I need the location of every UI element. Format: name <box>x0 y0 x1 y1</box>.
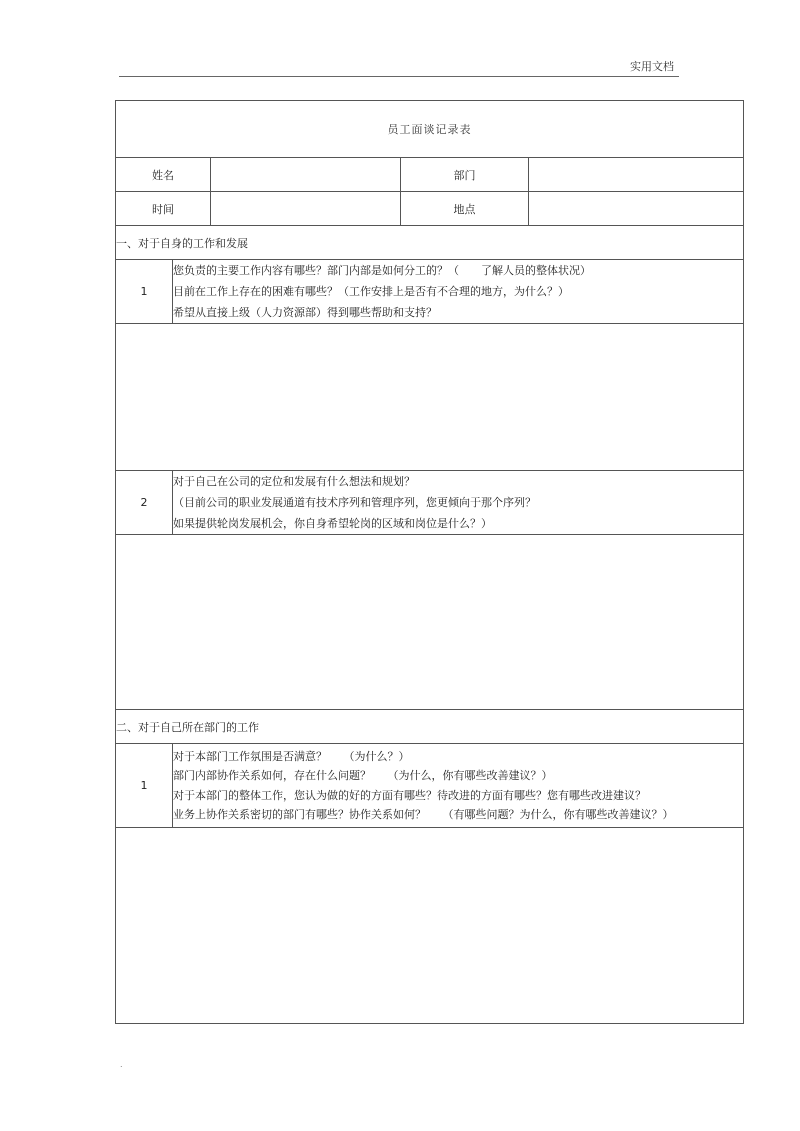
question-line: 对于本部门工作氛围是否满意？ （为什么？） <box>173 749 410 763</box>
question-line: 目前在工作上存在的困难有哪些？（工作安排上是否有不合理的地方，为什么？） <box>173 285 569 298</box>
department-field[interactable] <box>529 158 744 192</box>
time-field[interactable] <box>211 192 401 226</box>
answer-area[interactable] <box>116 828 744 1024</box>
location-field[interactable] <box>529 192 744 226</box>
document-header-label: 实用文档 <box>630 60 674 73</box>
form-title: 员工面谈记录表 <box>116 101 744 158</box>
answer-area[interactable] <box>116 324 744 471</box>
question-text <box>173 260 744 324</box>
section-heading: 一、对于自身的工作和发展 <box>116 226 744 260</box>
question-number: 2 <box>116 471 173 535</box>
footer-mark: . <box>120 1060 123 1069</box>
location-label: 地点 <box>401 192 529 226</box>
question-line: 如果提供轮岗发展机会，你自身希望轮岗的区域和岗位是什么？） <box>173 517 492 530</box>
answer-area[interactable] <box>116 535 744 710</box>
question-line: 希望从直接上级（人力资源部）得到哪些帮助和支持？ <box>173 306 437 319</box>
question-number: 1 <box>116 744 173 828</box>
question-line: 对于自己在公司的定位和发展有什么想法和规划？ <box>173 475 415 488</box>
department-label: 部门 <box>401 158 529 192</box>
section-heading: 二、对于自己所在部门的工作 <box>116 710 744 744</box>
question-number: 1 <box>116 260 173 324</box>
question-line: 对于本部门的整体工作，您认为做的好的方面有哪些？待改进的方面有哪些？您有哪些改进建议？ <box>173 788 646 802</box>
question-line: （目前公司的职业发展通道有技术序列和管理序列，您更倾向于那个序列？ <box>173 496 536 509</box>
interview-record-form <box>115 100 744 1024</box>
name-field[interactable] <box>211 158 401 192</box>
question-text <box>173 471 744 535</box>
question-line: 业务上协作关系密切的部门有哪些？协作关系如何？ （有哪些问题？为什么，你有哪些改善建议？） <box>173 808 674 821</box>
question-line: 部门内部协作关系如何，存在什么问题？ （为什么，你有哪些改善建议？） <box>173 769 553 782</box>
time-label: 时间 <box>116 192 211 226</box>
name-label: 姓名 <box>116 158 211 192</box>
header-rule <box>119 76 679 77</box>
question-text <box>173 744 744 828</box>
question-line: 您负责的主要工作内容有哪些？部门内部是如何分工的？（ 了解人员的整体状况） <box>173 264 591 277</box>
